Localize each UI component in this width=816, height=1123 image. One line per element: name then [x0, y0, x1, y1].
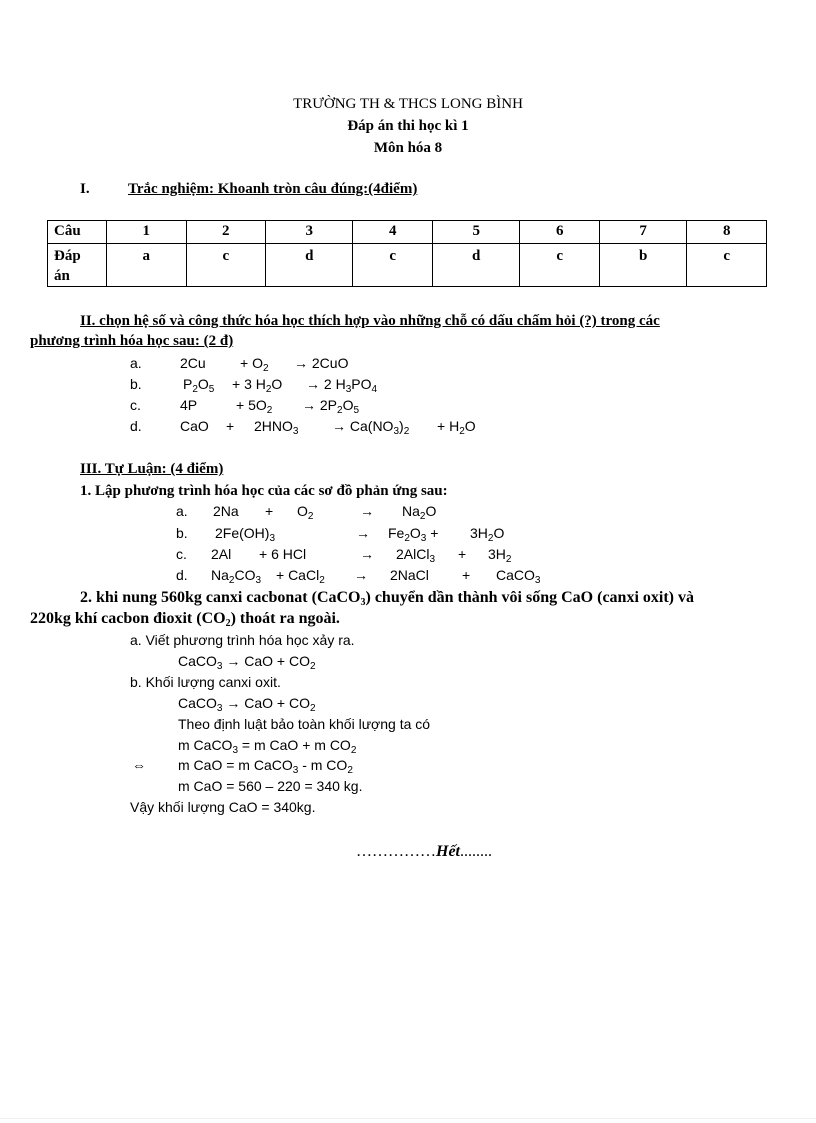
page-bottom-divider — [0, 1118, 816, 1119]
mass-equation-3: m CaO = 560 – 220 = 340 kg. — [178, 778, 363, 794]
question-number: 5 — [433, 221, 520, 244]
section1-number: I. — [80, 181, 90, 197]
section2-heading-line1: II. chọn hệ số và công thức hóa học thích hợp vào những chỗ có dấu chấm hỏi (?) trong các — [80, 313, 660, 329]
answer-table — [47, 220, 767, 287]
table-row — [48, 244, 767, 287]
section2-heading-line2: phương trình hóa học sau: (2 đ) — [30, 333, 234, 349]
equivalence-icon: ⇔ — [132, 757, 146, 773]
question-number: 4 — [353, 221, 433, 244]
question-number: 2 — [186, 221, 266, 244]
question-number: 1 — [107, 221, 187, 244]
subject-title: Môn hóa 8 — [373, 140, 443, 156]
answer-cell: c — [687, 244, 767, 287]
answer-cell: c — [520, 244, 600, 287]
answer-cell: a — [107, 244, 187, 287]
end-marker: ……………Hết........ — [356, 843, 492, 860]
answer-cell: c — [353, 244, 433, 287]
question-2-line2: 220kg khí cacbon đioxit $(CO_2)$ thoát ra ngoài. — [30, 610, 340, 629]
question-number: 8 — [687, 221, 767, 244]
answer-cell: c — [186, 244, 266, 287]
conclusion: Vậy khối lượng CaO = 340kg. — [130, 799, 316, 815]
answer-cell: b — [599, 244, 686, 287]
mass-equation-2: m CaO = m CaCO$_3$ - m $CO_2$ — [178, 757, 353, 776]
question-number: 7 — [599, 221, 686, 244]
part-a-label: a. Viết phương trình hóa học xảy ra. — [130, 632, 355, 648]
question-2-line1: 2. khi nung 560kg canxi cacbonat (CaCO$_3$) chuyển dần thành vôi sống CaO (canxi oxit) và — [80, 589, 694, 608]
equation-part-b: CaCO$_3$ → CaO + $CO_2$ — [178, 695, 316, 714]
table-header-cell: Câu — [48, 221, 107, 244]
question-number: 6 — [520, 221, 600, 244]
table-row — [48, 221, 767, 244]
question-number: 3 — [266, 221, 353, 244]
table-header-cell: Đáp án — [48, 244, 107, 287]
section1-heading: Trắc nghiệm: Khoanh tròn câu đúng:(4điểm) — [128, 181, 418, 197]
conservation-law: Theo định luật bảo toàn khối lượng ta có — [178, 716, 431, 732]
section3-heading: III. Tự Luận: (4 điểm) — [80, 461, 224, 477]
mass-equation-1: m CaCO$_3$ = m CaO + m $CO_2$ — [178, 737, 357, 756]
answer-cell: d — [266, 244, 353, 287]
question-1: 1. Lập phương trình hóa học của các sơ đồ phản ứng sau: — [80, 483, 448, 499]
school-name: TRƯỜNG TH & THCS LONG BÌNH — [293, 96, 523, 112]
part-b-label: b. Khối lượng canxi oxit. — [130, 674, 281, 690]
answer-cell: d — [433, 244, 520, 287]
equation-part-a: CaCO$_3$ → CaO + $CO_2$ — [178, 653, 316, 672]
exam-title: Đáp án thi học kì 1 — [347, 118, 469, 134]
